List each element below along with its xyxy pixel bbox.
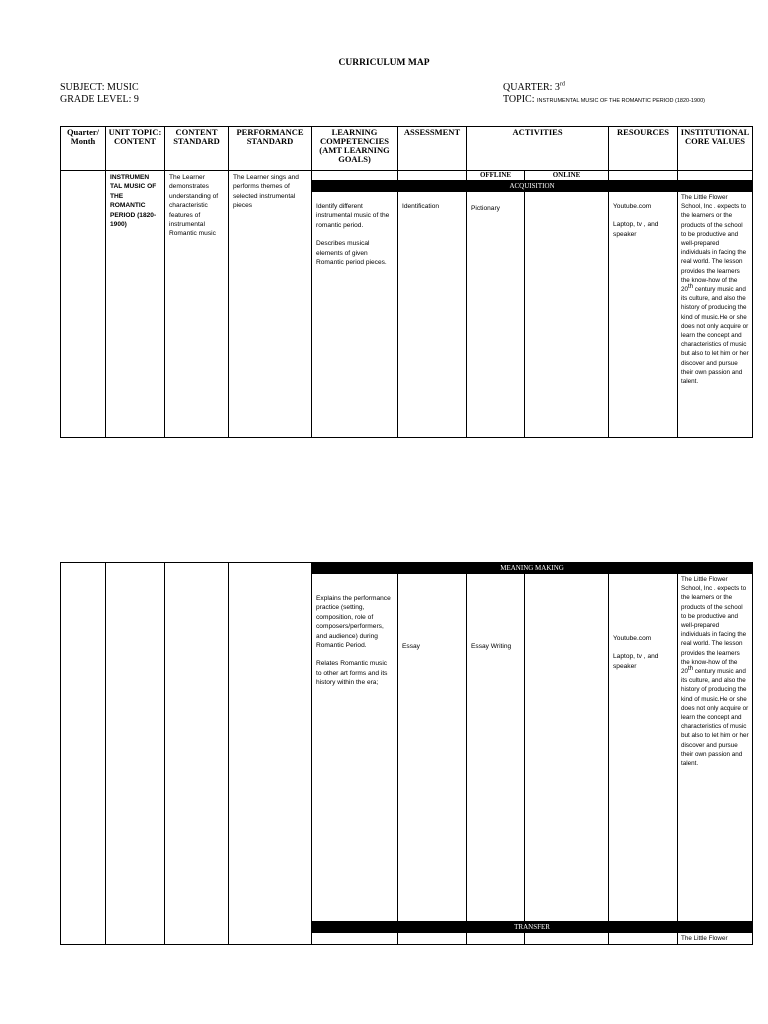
offline-activity-text: Essay Writing: [471, 643, 512, 650]
blank-cell: [525, 933, 609, 945]
unit-topic-line1: INSTRUMEN: [110, 174, 150, 181]
subject-grade-block: [60, 82, 139, 106]
quarter-label: QUARTER: 3: [503, 82, 560, 93]
header-quarter: Quarter/ Month: [61, 127, 106, 171]
blank-cell: [609, 171, 678, 181]
core-values-text: The Little Flower School, Inc . expects to the learners or the products of the school to be productive and well-prepared individuals in facing the real world. The lesson provides the learners the know-how of the 20: [681, 194, 747, 294]
header-unit-topic: UNIT TOPIC: CONTENT: [106, 127, 165, 171]
blank-cell: [609, 933, 678, 945]
core-values-text: The Little Flower School, Inc . expects to the learners or the products of the school to be productive and well-prepared individuals in facing the real world. The lesson provides the learners the know-how of the 20: [681, 576, 747, 676]
offline-activity-cell: [467, 192, 525, 438]
subheader-offline: OFFLINE: [467, 171, 525, 181]
resources-cell: [609, 192, 678, 438]
quarter-topic-block: [503, 82, 705, 107]
quarter-cell: [61, 171, 106, 438]
subheader-online: ONLINE: [525, 171, 609, 181]
unit-topic-cell: [106, 171, 165, 438]
unit-topic-rest: TAL MUSIC OF THE ROMANTIC PERIOD (1820-1900): [110, 183, 157, 229]
offline-activity-text: Pictionary: [471, 205, 500, 212]
offline-activity-cell: [467, 574, 525, 922]
document-title: CURRICULUM MAP: [338, 58, 430, 68]
meaning-making-band: MEANING MAKING: [312, 563, 753, 574]
online-activity-cell: [525, 192, 609, 438]
resource-item: Youtube.com: [613, 635, 652, 642]
performance-standard-cell: [229, 563, 312, 945]
header-content-standard: CONTENT STANDARD: [165, 127, 229, 171]
quarter-cell: [61, 563, 106, 945]
resource-item: Youtube.com: [613, 203, 652, 210]
competencies-cell: [312, 574, 398, 922]
core-values-cell: [678, 574, 753, 922]
header-assessment: ASSESSMENT: [398, 127, 467, 171]
competency-item: Identify different instrumental music of the romantic period.: [316, 203, 390, 229]
blank-cell: [312, 171, 398, 181]
core-values-ordinal: th: [688, 665, 694, 672]
competencies-cell: [312, 192, 398, 438]
header-core-values: INSTITUTIONAL CORE VALUES: [678, 127, 753, 171]
core-values-text-cont: century music and its culture, and also the history of producing the kind of music.He or she does not only acquire or learn the concept and characteristics of music but also to let him or her discover and pursue their own passion and talent.: [681, 286, 749, 386]
blank-cell: [312, 933, 398, 945]
content-standard-cell: The Learner demonstrates understanding of characteristic features of instrumental Romantic music: [165, 171, 229, 438]
curriculum-table-meaning-making: [60, 562, 753, 945]
topic-value: INSTRUMENTAL MUSIC OF THE ROMANTIC PERIOD (1820-1900): [537, 98, 705, 104]
core-values-cell: [678, 192, 753, 438]
competency-item: Relates Romantic music to other art forms and its history within the era;: [316, 660, 388, 687]
quarter-line: [503, 82, 705, 94]
subheader-row: [61, 171, 753, 181]
acquisition-band: ACQUISITION: [312, 181, 753, 192]
assessment-text: Essay: [402, 643, 420, 650]
blank-cell: [398, 171, 467, 181]
performance-standard-cell: The Learner sings and performs themes of selected instrumental pieces: [229, 171, 312, 438]
blank-cell: [678, 171, 753, 181]
topic-label: TOPIC:: [503, 94, 537, 105]
online-activity-cell: [525, 574, 609, 922]
competency-item: Describes musical elements of given Romantic period pieces.: [316, 240, 387, 267]
unit-topic-cell: [106, 563, 165, 945]
core-values-text-cont: century music and its culture, and also the history of producing the kind of music.He or she does not only acquire or learn the concept and characteristics of music but also to let him or her discover and pursue their own passion and talent.: [681, 668, 749, 768]
meaning-making-band-row: [61, 563, 753, 574]
competency-item: Explains the performance practice (setting, composition, role of composers/performers, and audience) during Romantic Period.: [316, 595, 391, 650]
transfer-band: TRANSFER: [312, 922, 753, 933]
resource-item: Laptop, tv , and speaker: [613, 221, 659, 238]
header-learning-competencies: LEARNING COMPETENCIES (AMT LEARNING GOALS): [312, 127, 398, 171]
subject-line: SUBJECT: MUSIC: [60, 82, 139, 93]
quarter-ordinal: rd: [559, 81, 565, 88]
core-values-cell: The Little Flower: [678, 933, 753, 945]
blank-cell: [398, 933, 467, 945]
assessment-cell: [398, 192, 467, 438]
assessment-cell: [398, 574, 467, 922]
assessment-text: Identification: [402, 203, 440, 210]
header-resources: RESOURCES: [609, 127, 678, 171]
content-standard-cell: [165, 563, 229, 945]
core-values-ordinal: th: [688, 283, 694, 290]
resources-cell: [609, 574, 678, 922]
blank-cell: [467, 933, 525, 945]
curriculum-table-acquisition: [60, 126, 753, 438]
topic-line: [503, 94, 705, 107]
header-row: [61, 127, 753, 171]
resource-item: Laptop, tv , and speaker: [613, 653, 659, 670]
grade-level-line: GRADE LEVEL: 9: [60, 94, 139, 105]
header-activities: ACTIVITIES: [467, 127, 609, 171]
header-performance-standard: PERFORMANCE STANDARD: [229, 127, 312, 171]
